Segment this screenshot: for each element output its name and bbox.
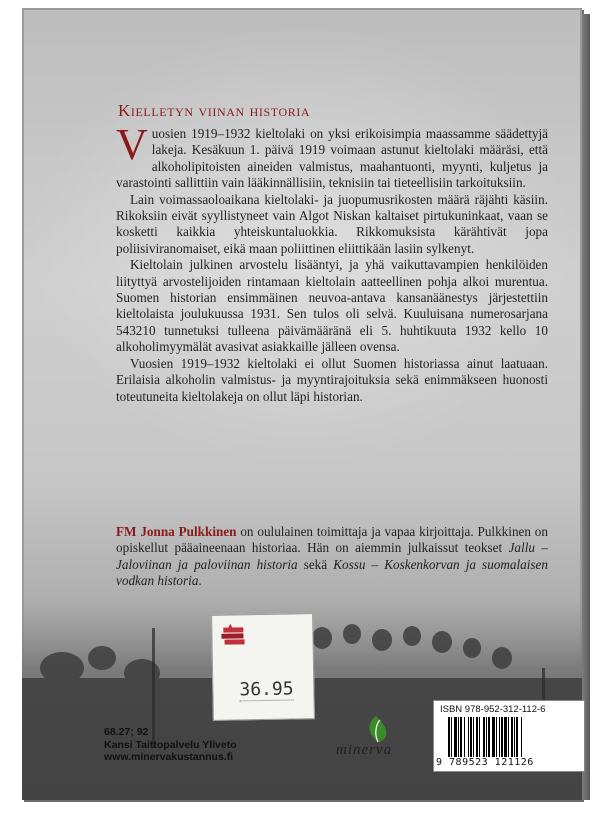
barcode-bars bbox=[448, 717, 572, 757]
price-label: 36.95 bbox=[239, 678, 294, 701]
classification-code: 68.27; 92 bbox=[104, 726, 149, 738]
cover-credit: Kansi Taittopalvelu Yliveto bbox=[104, 738, 237, 751]
drop-cap: V bbox=[116, 120, 148, 169]
publisher-credits bbox=[104, 726, 237, 764]
blurb-text bbox=[116, 120, 548, 405]
author-bio bbox=[116, 524, 548, 590]
blurb-paragraph-2: Lain voimassaoloaikana kieltolaki- ja juopumusrikosten määrä räjähti käsiin. Rikoksiin eivät syyllistyneet vain Algot Niskan kaltaiset pirtukuninkaat, vaan se kosketti kaikkia yhteiskuntaluokkia. Rikkomuksista kärähtivät jopa poliisiviranomaiset, eikä maan poliittinen eliittikään lasiin sylkenyt. bbox=[116, 191, 548, 256]
isbn-barcode bbox=[433, 700, 585, 772]
leaf-figure-icon bbox=[358, 714, 398, 744]
price-sticker bbox=[211, 613, 315, 721]
blurb-paragraph-1-text: uosien 1919–1932 kieltolaki on yksi erikoisimpia maassamme säädettyjä lakeja. Kesäkuun 1. päivä 1919 voimaan astunut kieltolaki määräsi, että alkoholipitoisten aineiden valmistus, maahantuonti, myynti, kuljetus ja varastointi sallittiin vain lääkinnällisiin, teknisiin tai tieteellisiin tarkoituksiin. bbox=[116, 126, 548, 191]
blurb-paragraph-1 bbox=[116, 120, 548, 192]
barcode-digits: 9 789523 121126 bbox=[436, 757, 534, 768]
author-book-2: Kossu – Koskenkorvan ja suomalaisen vodkan historia bbox=[116, 556, 548, 589]
cover-edge bbox=[582, 14, 590, 800]
author-bio-text-2: sekä bbox=[297, 556, 334, 572]
author-bio-text-3: . bbox=[198, 573, 202, 589]
blurb-paragraph-3: Kieltolain julkinen arvostelu lisääntyi, ja yhä vaikuttavampien henkilöiden liityttyä arvostelijoiden rintamaan kieltolain aatteellinen pohja alkoi murentua. Suomen historian ensimmäinen neuvoa-antava kansanäänestys järjestettiin kieltolaista joulukuussa 1931. Sen tulos oli selvä. Kuuluisana numerosarjana 543210 tunnetuksi tulleena päivämääränä eli 5. huhtikuuta 1932 kello 10 alkoholimyymälät avasivat asiakkaille jälleen ovensa. bbox=[116, 257, 548, 355]
publisher-name: minerva bbox=[336, 742, 393, 758]
author-name: FM Jonna Pulkkinen bbox=[116, 524, 237, 539]
publisher-logo bbox=[336, 714, 416, 764]
book-stack-icon bbox=[220, 623, 248, 647]
author-bio-text-1: on oululainen toimittaja ja vapaa kirjoittaja. Pulkkinen on opiskellut pääaineenaan historiaa. Hän on aiemmin julkaissut teokset bbox=[116, 524, 548, 556]
isbn-text: ISBN 978-952-312-112-6 bbox=[440, 704, 546, 715]
cover-title: Kielletyn viinan historia bbox=[118, 101, 311, 120]
blurb-paragraph-4: Vuosien 1919–1932 kieltolaki ei ollut Suomen historiassa ainut laatuaan. Erilaisia alkoholin valmistus- ja myyntirajoituksia sekä enimmäkseen huonosti toteutuneita kieltolakeja on ollut läpi historian. bbox=[116, 355, 548, 404]
publisher-url: www.minervakustannus.fi bbox=[104, 751, 234, 763]
book-back-cover bbox=[22, 8, 582, 800]
author-book-1: Jallu – Jaloviinan ja paloviinan historia bbox=[116, 540, 548, 572]
